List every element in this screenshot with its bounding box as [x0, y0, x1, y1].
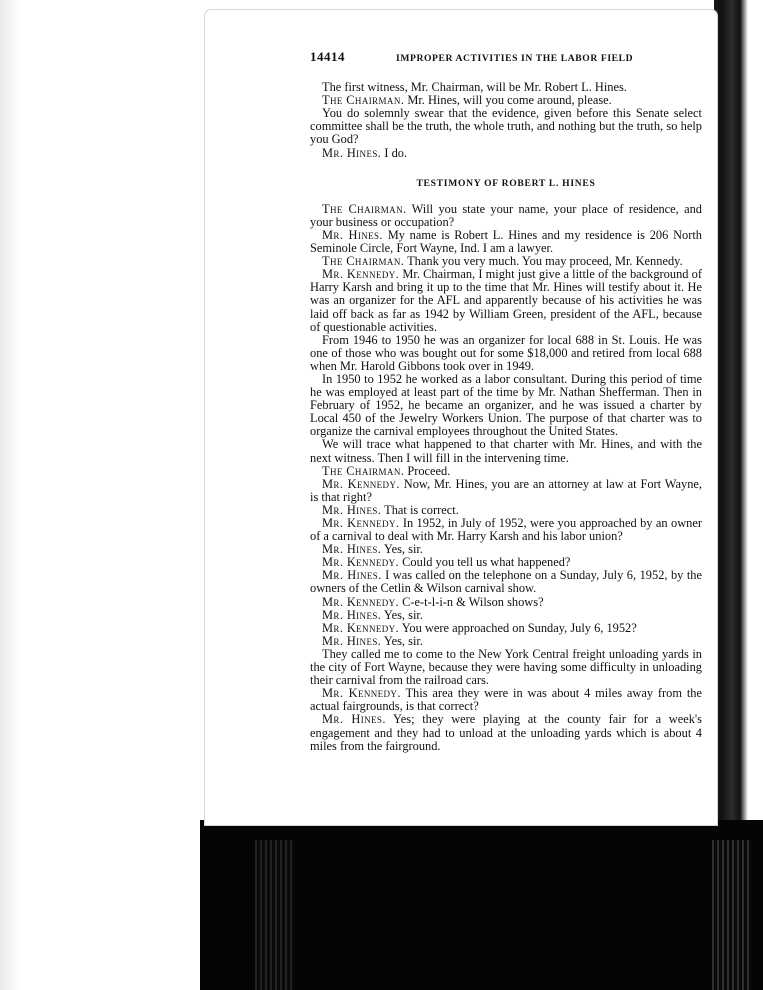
- speaker-name: Mr. Kennedy.: [322, 620, 400, 635]
- paragraph-text: Will you state your name, your place of residence, and your business or occupation?: [310, 201, 702, 229]
- page-edge-stack-left: [255, 840, 295, 990]
- speaker-name: Mr. Kennedy.: [322, 516, 400, 530]
- speaker-name: The Chairman.: [322, 254, 405, 269]
- paragraph-text: Mr. Chairman, I might just give a little of the background of Harry Karsh and bring it up to the time that Mr. Hines will testify about it. He was an organizer for the AFL and apparently because of his activities he was laid off back as far as 1942 by William Green, president of the AFL, because of questionable activities.: [310, 267, 702, 334]
- speaker-name: Mr. Hines.: [322, 542, 382, 557]
- paragraph-text: They called me to come to the New York Central freight unloading yards in the city of Fort Wayne, because they were having some difficulty in unloading their carnival from the railroad cars.: [310, 646, 702, 688]
- paragraph-text: C-e-t-l-i-n & Wilson shows?: [399, 594, 544, 609]
- paragraph: [310, 569, 702, 595]
- speaker-name: Mr. Hines.: [322, 607, 382, 622]
- speaker-name: Mr. Kennedy.: [322, 476, 400, 491]
- paragraph: [310, 478, 702, 504]
- paragraph-text: In 1952, in July of 1952, were you approached by an owner of a carnival to deal with Mr. Harry Karsh and his labor union?: [310, 516, 702, 544]
- speaker-name: Mr. Hines.: [322, 568, 382, 583]
- paragraph-text: Mr. Hines, will you come around, please.: [404, 93, 612, 108]
- paragraph: [310, 229, 702, 255]
- page-edge-stack-right: [712, 840, 752, 990]
- paragraph-text: I do.: [381, 145, 408, 160]
- page-header: [310, 50, 702, 65]
- section-title: TESTIMONY OF ROBERT L. HINES: [416, 177, 596, 189]
- paragraph: [310, 713, 702, 752]
- swearing-in-section: [310, 81, 702, 160]
- paragraph: [310, 438, 702, 464]
- testimony-section: [310, 203, 702, 753]
- paragraph-text: We will trace what happened to that charter with Mr. Hines, and with the next witness. Then I will fill in the intervening time.: [310, 437, 702, 465]
- speaker-name: The Chairman.: [322, 93, 405, 108]
- paragraph-text: That is correct.: [381, 502, 459, 517]
- paragraph: [310, 107, 702, 146]
- paragraph-text: I was called on the telephone on a Sunday, July 6, 1952, by the owners of the Cetlin & Wilson carnival show.: [310, 568, 703, 596]
- paragraph: [310, 147, 702, 160]
- speaker-name: Mr. Hines.: [322, 145, 382, 160]
- paragraph-text: Yes; they were playing at the county fair for a week's engagement and they had to unload at the unloading yards which is about 4 miles from the fairground.: [310, 712, 702, 753]
- paragraph-text: Yes, sir.: [381, 633, 423, 648]
- paragraph-text: From 1946 to 1950 he was an organizer for local 688 in St. Louis. He was one of those who was bought out for some $18,000 and retired from local 688 when Mr. Harold Gibbons took over in 1949.: [310, 332, 702, 373]
- paragraph-text: Yes, sir.: [381, 542, 423, 557]
- scan-left-margin: [0, 0, 22, 990]
- paragraph-text: This area they were in was about 4 miles away from the actual fairgrounds, is that correct?: [310, 686, 702, 714]
- speaker-name: The Chairman.: [322, 463, 405, 478]
- page-number: 14414: [310, 49, 345, 64]
- speaker-name: Mr. Kennedy.: [322, 267, 400, 282]
- paragraph-text: Thank you very much. You may proceed, Mr. Kennedy.: [404, 254, 683, 269]
- paragraph-text: Yes, sir.: [381, 607, 423, 622]
- paragraph: [310, 517, 702, 543]
- speaker-name: Mr. Hines.: [322, 712, 386, 727]
- paragraph-text: In 1950 to 1952 he worked as a labor consultant. During this period of time he was employed at least part of the time by Mr. Nathan Shefferman. Then in February of 1952, he became an organizer, and he was issued a charter by Local 450 of the Jewelry Workers Union. The purpose of that charter was to organize the carnival employees throughout the United States.: [310, 371, 702, 439]
- paragraph-text: Proceed.: [404, 463, 451, 478]
- paragraph-text: You do solemnly swear that the evidence, given before this Senate select committee shall be the truth, the whole truth, and nothing but the truth, so help you God?: [310, 106, 702, 147]
- speaker-name: Mr. Kennedy.: [322, 594, 400, 609]
- paragraph-text: You were approached on Sunday, July 6, 1952?: [399, 620, 637, 635]
- paragraph-text: My name is Robert L. Hines and my residence is 206 North Seminole Circle, Fort Wayne, Ind. I am a lawyer.: [310, 227, 702, 256]
- speaker-name: Mr. Hines.: [322, 502, 382, 517]
- page-content: [310, 50, 702, 753]
- paragraph: [310, 334, 702, 373]
- paragraph-text: The first witness, Mr. Chairman, will be Mr. Robert L. Hines.: [322, 80, 627, 95]
- paragraph-text: Could you tell us what happened?: [399, 555, 571, 570]
- paragraph: [310, 687, 702, 713]
- running-head: IMPROPER ACTIVITIES IN THE LABOR FIELD: [396, 53, 634, 64]
- paragraph: [310, 203, 702, 229]
- paragraph: [310, 373, 702, 438]
- paragraph-text: Now, Mr. Hines, you are an attorney at law at Fort Wayne, is that right?: [310, 476, 702, 504]
- speaker-name: Mr. Hines.: [322, 633, 382, 648]
- paragraph: [310, 648, 702, 687]
- speaker-name: Mr. Kennedy.: [322, 555, 400, 570]
- speaker-name: Mr. Hines.: [322, 227, 383, 242]
- speaker-name: The Chairman.: [322, 201, 407, 216]
- paragraph: [310, 268, 702, 333]
- speaker-name: Mr. Kennedy.: [322, 686, 401, 701]
